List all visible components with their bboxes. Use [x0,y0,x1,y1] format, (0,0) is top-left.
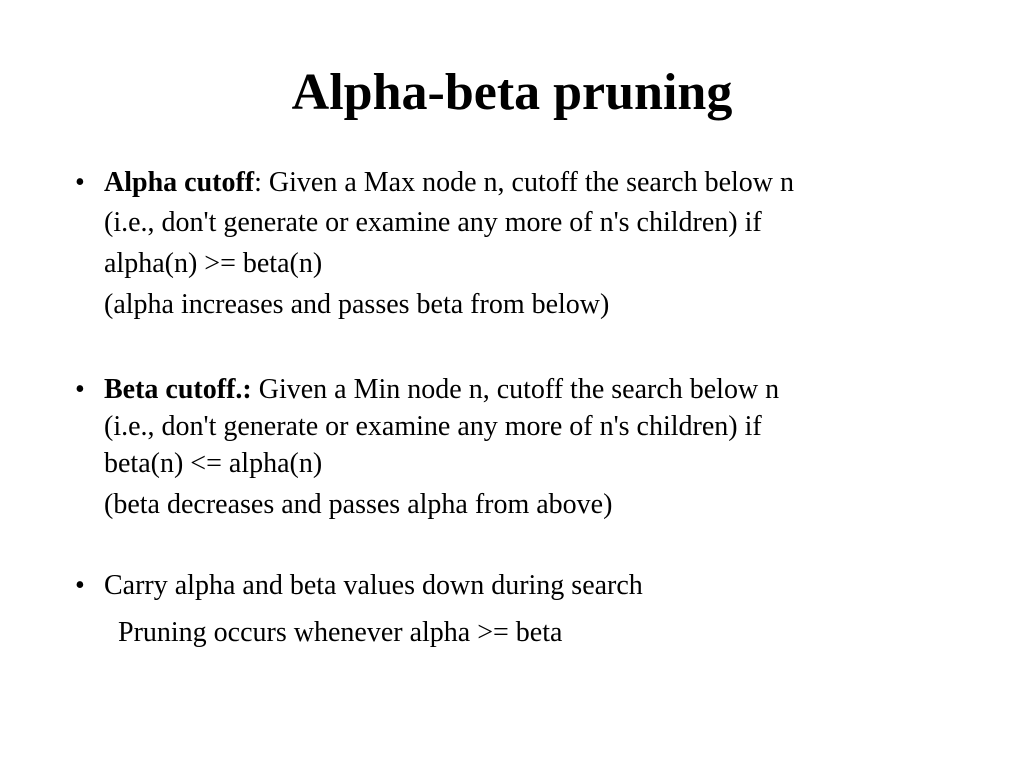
bullet-term: Alpha cutoff [104,167,255,198]
bullet-line: beta(n) <= alpha(n) [104,448,323,479]
bullet-first-line: Carry alpha and beta values down during search [104,570,643,601]
bullet-marker: • [75,167,85,198]
bullet-line: (alpha increases and passes beta from below) [104,289,610,320]
bullet-marker: • [75,570,85,601]
bullet-term: Beta cutoff.: [104,374,252,405]
slide-title: Alpha-beta pruning [291,64,733,121]
bullet-line: (i.e., don't generate or examine any more of n's children) if [104,411,762,442]
bullet-term-suffix: Given a Min node n, cutoff the search below n [251,374,780,405]
bullet-first-line [104,373,779,407]
bullet-line: Pruning occurs whenever alpha >= beta [118,617,563,648]
bullet-term-suffix: : Given a Max node n, cutoff the search below n [254,167,794,198]
bullet-line: alpha(n) >= beta(n) [104,248,323,279]
bullet-marker: • [75,374,85,405]
bullet-line: (i.e., don't generate or examine any more of n's children) if [104,207,762,238]
bullet-line: (beta decreases and passes alpha from above) [104,489,613,520]
bullet-first-line [104,166,794,200]
